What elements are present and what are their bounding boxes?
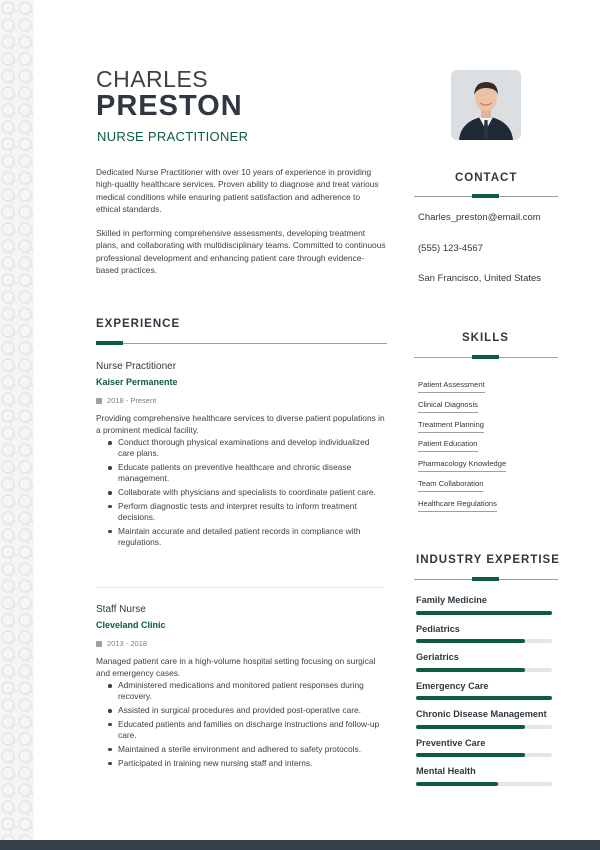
job-description: Providing comprehensive healthcare services to diverse patient populations in a prominent medical facility. xyxy=(96,413,385,435)
job-bullet: Administered medications and monitored patient responses during recovery. xyxy=(106,680,388,702)
expertise-bar-fill xyxy=(416,753,525,757)
expertise-bar-fill xyxy=(416,782,498,786)
contact-heading: CONTACT xyxy=(455,172,518,184)
job-role: Staff Nurse xyxy=(96,604,146,615)
contact-location: San Francisco, United States xyxy=(418,273,542,284)
job-bullet: Participated in training new nursing staff and interns. xyxy=(106,758,388,769)
expertise-bar-fill xyxy=(416,696,552,700)
experience-entry xyxy=(96,361,388,551)
summary-paragraph: Dedicated Nurse Practitioner with over 10 years of experience in providing high-quality healthcare services. Proven ability to diagnose and treat various medical conditions while ensuring patient satisfaction and adherence to ethical standards. xyxy=(96,167,379,214)
expertise-bar-fill xyxy=(416,668,525,672)
expertise-bar-track xyxy=(416,782,552,786)
expertise-bar-track xyxy=(416,668,552,672)
expertise-heading: INDUSTRY EXPERTISE xyxy=(416,554,560,566)
skill-item: Team Collaboration xyxy=(418,479,483,492)
last-name: PRESTON xyxy=(96,90,243,122)
experience-heading: EXPERIENCE xyxy=(96,318,181,330)
first-name: CHARLES xyxy=(96,66,209,92)
expertise-label: Pediatrics xyxy=(416,623,460,634)
job-bullet: Perform diagnostic tests and interpret results to inform treatment decisions. xyxy=(106,501,388,523)
skill-item: Patient Assessment xyxy=(418,380,485,393)
professional-summary xyxy=(96,166,386,288)
job-bullet: Educated patients and families on discharge instructions and follow-up care. xyxy=(106,719,388,741)
profile-photo xyxy=(451,70,521,140)
skill-item: Pharmacology Knowledge xyxy=(418,459,506,472)
job-company: Kaiser Permanente xyxy=(96,377,178,387)
experience-entry xyxy=(96,604,388,771)
expertise-item xyxy=(416,652,552,672)
job-company: Cleveland Clinic xyxy=(96,620,166,630)
job-title: NURSE PRACTITIONER xyxy=(97,129,249,144)
job-role: Nurse Practitioner xyxy=(96,361,177,372)
skill-item: Treatment Planning xyxy=(418,420,484,433)
expertise-bar-fill xyxy=(416,611,552,615)
job-bullet: Conduct thorough physical examinations and develop individualized care plans. xyxy=(106,437,388,459)
contact-email[interactable]: Charles_preston@email.com xyxy=(418,212,541,223)
expertise-item xyxy=(416,738,552,758)
expertise-divider-accent xyxy=(472,577,499,581)
skill-item: Healthcare Regulations xyxy=(418,499,497,512)
expertise-bar-fill xyxy=(416,639,525,643)
expertise-item xyxy=(416,595,552,615)
job-description: Managed patient care in a high-volume hospital setting focusing on surgical and emergency cases. xyxy=(96,656,376,678)
expertise-item xyxy=(416,766,552,786)
expertise-label: Emergency Care xyxy=(416,680,489,691)
job-dates xyxy=(96,639,388,648)
job-dates-text: 2013 - 2018 xyxy=(107,639,148,648)
job-bullet: Maintain accurate and detailed patient records in compliance with regulations. xyxy=(106,526,388,548)
job-bullets xyxy=(96,437,388,548)
expertise-label: Chronic Disease Management xyxy=(416,709,547,719)
skill-item: Patient Education xyxy=(418,439,478,452)
job-bullet: Educate patients on preventive healthcare and chronic disease management. xyxy=(106,462,388,484)
job-bullet: Maintained a sterile environment and adhered to safety protocols. xyxy=(106,744,388,755)
job-dates-text: 2018 - Present xyxy=(107,396,157,405)
expertise-item xyxy=(416,624,552,644)
job-separator xyxy=(96,587,384,588)
expertise-bar-track xyxy=(416,753,552,757)
expertise-bar-track xyxy=(416,639,552,643)
expertise-bar-track xyxy=(416,725,552,729)
job-bullet: Assisted in surgical procedures and provided post-operative care. xyxy=(106,705,388,716)
expertise-list xyxy=(416,595,552,795)
calendar-icon xyxy=(96,398,102,404)
experience-divider xyxy=(96,343,387,344)
expertise-label: Family Medicine xyxy=(416,595,487,605)
expertise-bar-track xyxy=(416,611,552,615)
expertise-bar-fill xyxy=(416,725,525,729)
contact-divider-accent xyxy=(472,194,499,198)
calendar-icon xyxy=(96,641,102,647)
expertise-label: Preventive Care xyxy=(416,737,486,748)
footer-bar xyxy=(0,840,600,850)
skills-list xyxy=(418,374,506,513)
skills-heading: SKILLS xyxy=(462,332,509,344)
expertise-label: Geriatrics xyxy=(416,652,459,662)
skill-item: Clinical Diagnosis xyxy=(418,400,478,413)
expertise-item xyxy=(416,681,552,701)
job-dates xyxy=(96,396,388,405)
contact-phone[interactable]: (555) 123-4567 xyxy=(418,243,483,254)
decorative-pattern xyxy=(0,0,34,850)
job-bullets xyxy=(96,680,388,769)
job-bullet: Collaborate with physicians and specialists to coordinate patient care. xyxy=(106,487,388,498)
experience-divider-accent xyxy=(96,341,123,345)
expertise-bar-track xyxy=(416,696,552,700)
expertise-label: Mental Health xyxy=(416,766,476,776)
summary-paragraph: Skilled in performing comprehensive assessments, developing treatment plans, and collaborating with multidisciplinary teams. Committed to continuous professional development and enhancing patient care through evidence-based practices. xyxy=(96,228,386,276)
skills-divider-accent xyxy=(472,355,499,359)
expertise-item xyxy=(416,709,552,729)
